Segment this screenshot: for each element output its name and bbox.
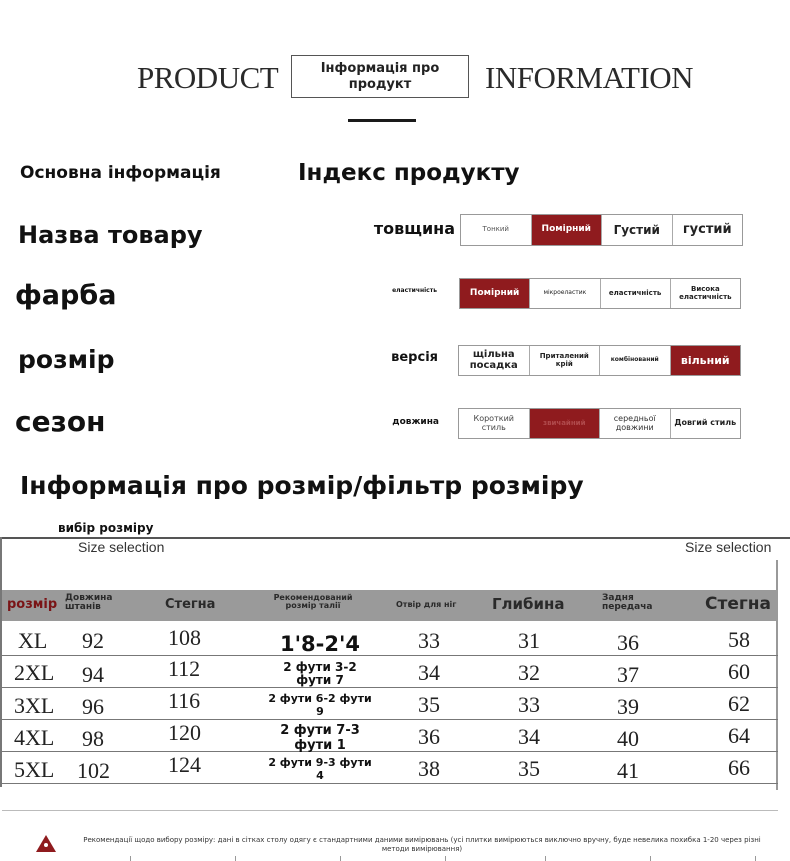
row-2xl-waist: 2 фути 3-2 фути 7: [283, 660, 357, 687]
size-table-header: [2, 590, 778, 621]
row-divider: [2, 719, 778, 720]
size-selection-label: вибір розміру: [58, 521, 154, 535]
ruler-tick: [650, 856, 651, 861]
fit-option-fitted: Приталений крій: [530, 346, 601, 375]
ruler-tick: [340, 856, 341, 861]
length-option-medium: середньої довжини: [600, 409, 671, 438]
row-5xl-waist: 2 фути 9-3 фути 4: [268, 756, 372, 782]
length-option-regular: звичайний: [530, 409, 601, 438]
thickness-option-thin: Тонкий: [461, 215, 532, 245]
row-4xl-size: 4XL: [14, 725, 55, 750]
ruler-tick: [545, 856, 546, 861]
color-label: фарба: [15, 280, 117, 311]
thickness-label: товщина: [373, 219, 455, 238]
elasticity-scale: [459, 278, 741, 309]
footer-divider: [2, 810, 778, 811]
fit-option-loose: вільний: [671, 346, 741, 375]
row-4xl-depth: 34: [518, 724, 540, 749]
ruler-tick: [235, 856, 236, 861]
row-2xl-back: 37: [617, 662, 639, 687]
warning-icon-dot: [44, 843, 48, 847]
header-leg-opening: Отвір для ніг: [396, 600, 457, 609]
length-option-long: Довгий стиль: [674, 418, 737, 428]
row-divider: [2, 751, 778, 752]
header-right-word: INFORMATION: [485, 60, 694, 95]
product-index-heading: Індекс продукту: [298, 160, 520, 186]
thickness-scale: [460, 214, 743, 246]
row-xl-length: 92: [82, 628, 104, 653]
row-2xl-leg: 34: [418, 660, 440, 685]
header-underline: [348, 119, 416, 122]
row-4xl-length: 98: [82, 726, 104, 751]
row-divider: [2, 655, 778, 656]
fit-option-combined: комбінований: [600, 346, 671, 375]
length-option-short: Короткий стиль: [459, 409, 530, 438]
size-footnote: Рекомендації щодо вибору розміру: дані в сітках столу одягу є стандартними даними вимірювань (усі плитки вимірюються виключно вручну, буде невелика похибка 1-20 через різні методи вимірювання): [83, 836, 761, 853]
row-5xl-thigh: 66: [728, 755, 750, 780]
row-2xl-length: 94: [82, 662, 104, 687]
row-3xl-waist: 2 фути 6-2 фути 9: [268, 692, 372, 718]
row-3xl-size: 3XL: [14, 693, 55, 718]
elasticity-option-elastic: еластичність: [601, 279, 671, 308]
row-xl-back: 36: [617, 630, 639, 655]
row-3xl-back: 39: [617, 694, 639, 719]
length-scale: [458, 408, 741, 439]
header-hips: Стегна: [165, 597, 216, 612]
header-waist: Рекомендований розмір талії: [273, 593, 353, 610]
row-xl-waist: 1'8-2'4: [279, 632, 361, 656]
header-thigh: Стегна: [705, 594, 771, 614]
row-5xl-size: 5XL: [14, 757, 55, 782]
row-3xl-depth: 33: [518, 692, 540, 717]
row-3xl-leg: 35: [418, 692, 440, 717]
row-2xl-hips: 112: [168, 656, 201, 681]
product-name-label: Назва товару: [18, 221, 203, 249]
row-4xl-thigh: 64: [728, 723, 750, 748]
size-selection-word-left: Size selection: [78, 539, 165, 555]
header-length: Довжина штанів: [65, 593, 113, 612]
row-2xl-depth: 32: [518, 660, 540, 685]
header-title: Інформація про продукт: [320, 60, 440, 92]
row-xl-size: XL: [18, 628, 48, 653]
row-2xl-thigh: 60: [728, 659, 750, 684]
header-depth: Глибина: [492, 595, 565, 613]
elasticity-option-micro: мікроеластик: [530, 279, 600, 308]
row-divider: [2, 687, 778, 688]
season-label: сезон: [15, 405, 106, 438]
row-5xl-length: 102: [77, 758, 110, 783]
ruler-tick: [755, 856, 756, 861]
ruler-tick: [130, 856, 131, 861]
table-frame-left: [0, 537, 2, 787]
row-xl-thigh: 58: [728, 627, 750, 652]
thickness-option-thick: Густий: [602, 215, 673, 245]
size-label: розмір: [18, 345, 115, 374]
row-3xl-thigh: 62: [728, 691, 750, 716]
fit-scale: [458, 345, 741, 376]
fit-option-tight: щільна посадка: [459, 346, 530, 375]
elasticity-option-high: Висока еластичність: [679, 285, 732, 301]
row-5xl-hips: 124: [168, 752, 201, 777]
elasticity-option-moderate: Помірний: [460, 279, 530, 308]
header-left-word: PRODUCT: [137, 60, 279, 95]
size-selection-word-right: Size selection: [685, 539, 772, 555]
thickness-option-very-thick: густий: [682, 222, 732, 238]
header-size: розмір: [7, 597, 58, 612]
row-4xl-leg: 36: [418, 724, 440, 749]
size-section-title: Інформація про розмір/фільтр розміру: [20, 471, 584, 500]
row-3xl-length: 96: [82, 694, 104, 719]
row-xl-depth: 31: [518, 628, 540, 653]
row-5xl-leg: 38: [418, 756, 440, 781]
row-4xl-hips: 120: [168, 720, 201, 745]
row-5xl-back: 41: [617, 758, 639, 783]
thickness-option-moderate: Помірний: [532, 215, 603, 245]
row-4xl-back: 40: [617, 726, 639, 751]
header-back-rise: Задня передача: [602, 593, 653, 612]
row-4xl-waist: 2 фути 7-3 фути 1: [280, 723, 360, 753]
row-5xl-depth: 35: [518, 756, 540, 781]
elasticity-label: еластичність: [392, 287, 437, 294]
length-label: довжина: [392, 417, 439, 427]
row-2xl-size: 2XL: [14, 660, 55, 685]
row-xl-hips: 108: [168, 625, 201, 650]
ruler-tick: [445, 856, 446, 861]
header-title-box: [291, 55, 469, 98]
fit-label: версія: [391, 350, 438, 365]
basic-info-heading: Основна інформація: [20, 163, 221, 183]
row-xl-leg: 33: [418, 628, 440, 653]
row-3xl-hips: 116: [168, 688, 201, 713]
row-divider: [2, 783, 778, 784]
